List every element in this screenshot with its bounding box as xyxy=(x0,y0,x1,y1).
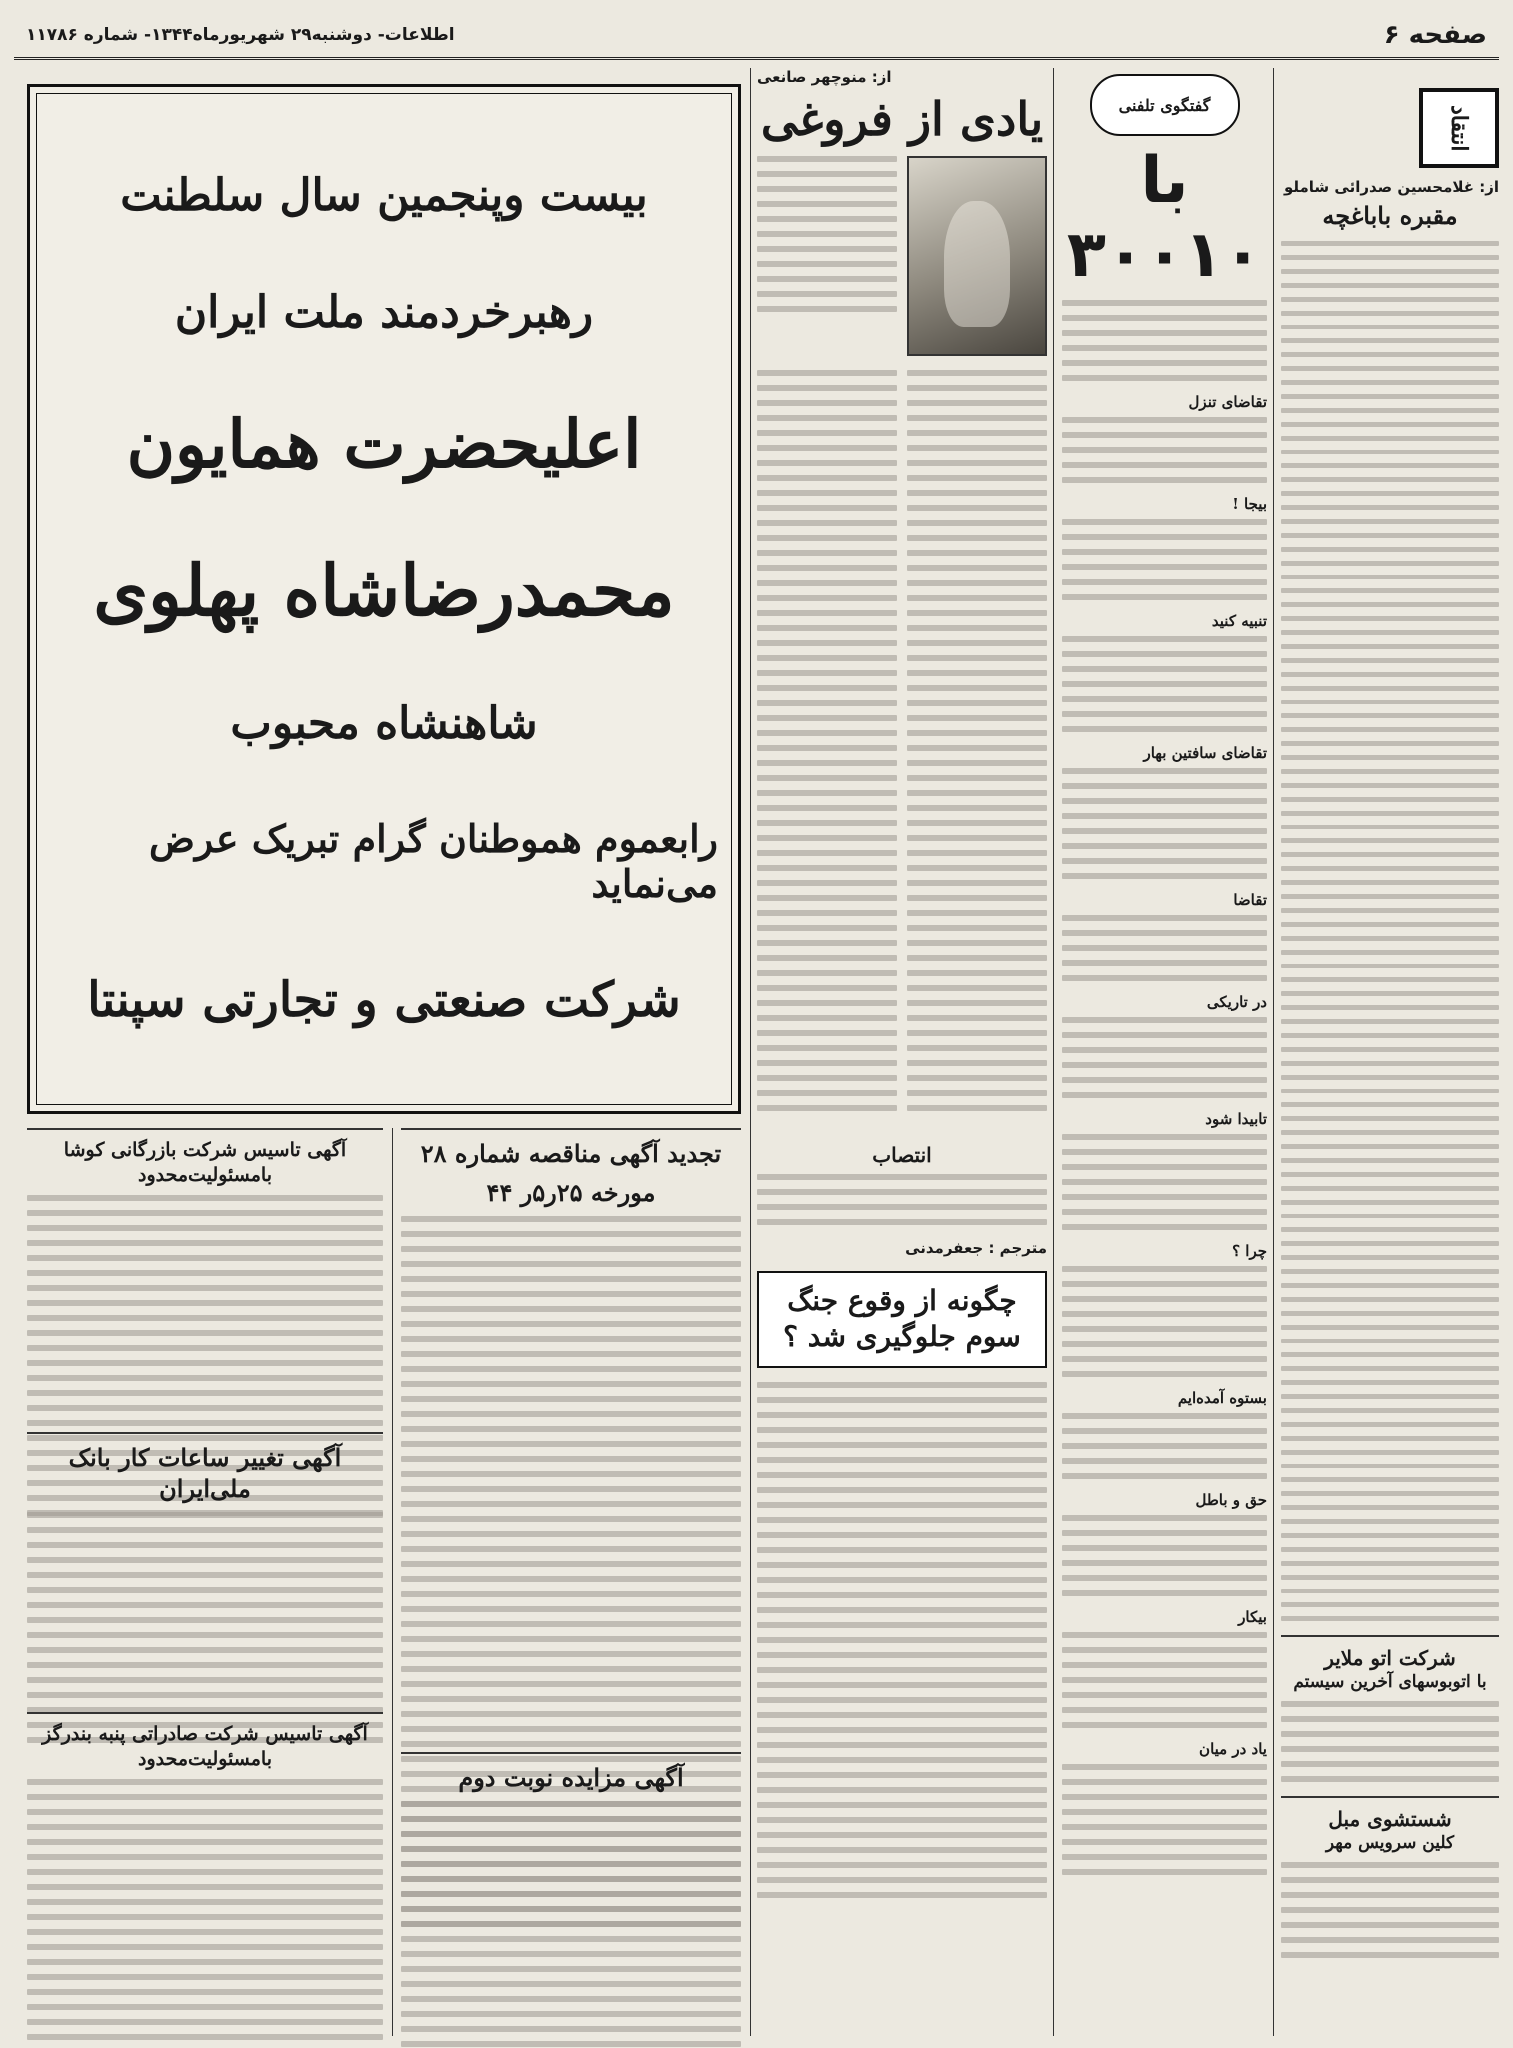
letter-heading: تقاضای سافتین بهار xyxy=(1143,744,1267,762)
column-feature xyxy=(757,68,1047,1902)
article-body xyxy=(1281,241,1499,1621)
column-rule xyxy=(750,68,751,2036)
letter-heading: یاد در میان xyxy=(1199,1740,1267,1758)
feature-intro xyxy=(757,156,897,316)
congrats-line: رهبرخردمند ملت ایران xyxy=(174,287,594,339)
appointment-heading: انتصاب xyxy=(872,1143,932,1167)
ad-subtitle: با اتوبوسهای آخرین سیستم xyxy=(1293,1672,1487,1693)
article-title: مقبره باباغچه xyxy=(1322,201,1458,230)
ad-subtitle: کلین سرویس مهر xyxy=(1325,1833,1455,1854)
letter-body xyxy=(1062,519,1267,600)
letter-item xyxy=(1062,744,1267,879)
ad-auction xyxy=(401,1752,741,2048)
letter-body xyxy=(1062,417,1267,483)
ad-cotton xyxy=(27,1712,383,2048)
ad-title: تجدید آگهی مناقصه شماره ۲۸ xyxy=(420,1139,722,1168)
appointment-body xyxy=(757,1174,1047,1225)
congratulations-box xyxy=(27,84,741,1114)
congrats-line: محمدرضاشاه پهلوی xyxy=(93,548,675,632)
phone-number: با ۳۰۰۱۰ xyxy=(1066,144,1263,292)
letter-body xyxy=(1062,1515,1267,1596)
portrait-photo xyxy=(907,156,1047,356)
letter-body xyxy=(1062,1632,1267,1728)
letter-heading: بیکار xyxy=(1238,1608,1267,1626)
letter-body xyxy=(1062,1413,1267,1479)
byline: از: منوچهر صانعی xyxy=(757,68,892,86)
letter-heading: تنبیه کنید xyxy=(1211,612,1267,630)
letter-body xyxy=(1062,1266,1267,1377)
letter-body xyxy=(1062,1017,1267,1098)
ad-body xyxy=(1281,1862,1499,1958)
ad-body xyxy=(27,1779,383,2048)
feature-body-a xyxy=(907,370,1047,1130)
column-rule xyxy=(1273,68,1274,2036)
letter-item xyxy=(1062,1389,1267,1479)
letter-item xyxy=(1062,612,1267,732)
page-number: صفحه ۶ xyxy=(1383,19,1487,50)
ad-body xyxy=(1281,1701,1499,1782)
feature-title: یادی از فروغی xyxy=(760,92,1044,146)
letters-list xyxy=(1062,393,1267,1875)
newspaper-page xyxy=(14,12,1499,2036)
ad-title: شستشوی مبل xyxy=(1328,1807,1452,1832)
letter-body xyxy=(1062,636,1267,732)
war-article-body xyxy=(757,1382,1047,1902)
letter-item xyxy=(1062,1608,1267,1728)
congrats-line: اعلیحضرت همایون xyxy=(126,404,642,483)
war-article-title: چگونه از وقوع جنگ سوم جلوگیری شد ؟ xyxy=(757,1271,1047,1368)
letter-heading: در تاریکی xyxy=(1206,993,1267,1011)
ad-title: آگهی مزایده نوبت دوم xyxy=(458,1763,684,1792)
letter-heading: تابیدا شود xyxy=(1205,1110,1267,1128)
letter-body xyxy=(1062,1764,1267,1875)
issue-line: اطلاعات- دوشنبه۲۹ شهریورماه۱۳۴۴- شماره ۱۱۷۸۶ xyxy=(26,24,455,45)
letter-item xyxy=(1062,891,1267,981)
ad-bank xyxy=(27,1432,383,1743)
ad-title: شرکت اتو ملایر xyxy=(1324,1646,1456,1671)
congrats-line: شاهنشاه محبوب xyxy=(230,698,538,750)
letter-item xyxy=(1062,1740,1267,1875)
section-logo: انتقاد xyxy=(1419,88,1499,168)
letter-body xyxy=(1062,768,1267,879)
masthead xyxy=(14,12,1499,60)
letter-heading: حق و باطل xyxy=(1195,1491,1267,1509)
congrats-sponsor: شرکت صنعتی و تجارتی سپنتا xyxy=(87,971,681,1028)
translator: مترجم : جعفرمدنی xyxy=(905,1239,1047,1257)
letter-heading: بیجا ! xyxy=(1232,495,1267,513)
byline: از: غلامحسین صدرائی شاملو xyxy=(1283,178,1499,196)
letter-item xyxy=(1062,393,1267,483)
letter-body xyxy=(1062,1134,1267,1230)
column-rule xyxy=(1053,68,1054,2036)
letter-body xyxy=(1062,915,1267,981)
letter-heading: تقاضای تنزل xyxy=(1188,393,1267,411)
column-phone-talk xyxy=(1062,68,1267,1875)
letter-heading: تقاضا xyxy=(1233,891,1267,909)
letter-item xyxy=(1062,1242,1267,1377)
letter-heading: بستوه آمده‌ایم xyxy=(1177,1389,1267,1407)
section-badge: گفتگوی تلفنی xyxy=(1090,74,1240,136)
ad-title: آگهی تاسیس شرکت صادراتی پنبه بندرگز بامسئولیت‌محدود xyxy=(42,1723,368,1770)
congrats-line: رابعموم هموطنان گرام تبریک عرض می‌نماید xyxy=(148,815,718,906)
column-criticism xyxy=(1281,68,1499,1958)
ad-title: آگهی تغییر ساعات کار بانک ملی‌ایران xyxy=(68,1443,342,1504)
letter-item xyxy=(1062,1491,1267,1596)
letter-item xyxy=(1062,495,1267,600)
ad-furniture-cleaning xyxy=(1281,1796,1499,1958)
intro-text xyxy=(1062,300,1267,381)
congrats-line: بیست وپنجمین سال سلطنت xyxy=(120,170,648,222)
column-rule xyxy=(392,1128,393,2036)
letter-item xyxy=(1062,1110,1267,1230)
ad-title: آگهی تاسیس شرکت بازرگانی کوشا بامسئولیت‌محدود xyxy=(63,1139,347,1186)
letter-item xyxy=(1062,993,1267,1098)
letter-heading: چرا ؟ xyxy=(1232,1242,1267,1260)
ad-date: مورخه ۲۵ر۵ر ۴۴ xyxy=(486,1178,656,1208)
ad-body xyxy=(401,1801,741,2048)
feature-body-b xyxy=(757,370,897,1130)
ad-bus-company xyxy=(1281,1635,1499,1782)
ad-body xyxy=(27,1512,383,1743)
